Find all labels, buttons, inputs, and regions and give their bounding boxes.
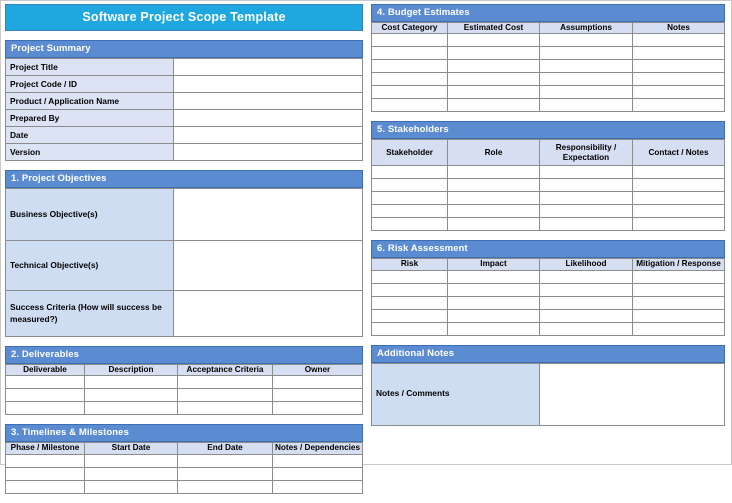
table-cell[interactable] [633,283,725,296]
section-risk-assessment [371,240,725,335]
table-cell[interactable] [633,47,725,60]
table-row [372,283,725,296]
column-header: Phase / Milestone [6,443,85,454]
table-header-row [6,443,363,454]
table-cell[interactable] [448,34,540,47]
field-label: Product / Application Name [6,93,174,110]
table-cell[interactable] [448,270,540,283]
table-row [372,86,725,99]
objective-label: Business Objective(s) [6,189,174,241]
table-cell[interactable] [448,73,540,86]
table-cell[interactable] [540,192,633,205]
table-cell[interactable] [540,309,633,322]
table-row [6,93,363,110]
table-cell[interactable] [633,179,725,192]
budget-estimates-table [371,22,725,112]
table-cell[interactable] [178,376,273,389]
column-header: Acceptance Criteria [178,365,273,376]
table-row [6,402,363,415]
table-row [6,467,363,480]
table-cell[interactable] [85,389,178,402]
table-cell[interactable] [6,480,85,493]
table-cell[interactable] [633,296,725,309]
table-cell[interactable] [448,283,540,296]
table-cell[interactable] [540,86,633,99]
table-cell[interactable] [85,467,178,480]
table-cell[interactable] [448,86,540,99]
notes-label: Notes / Comments [372,363,540,425]
objective-value[interactable] [174,291,363,337]
objective-label: Success Criteria (How will success be measured?) [6,291,174,337]
table-row [6,389,363,402]
table-cell[interactable] [372,283,448,296]
table-cell[interactable] [448,47,540,60]
table-row [372,205,725,218]
column-header: Risk [372,259,448,270]
table-cell[interactable] [633,73,725,86]
table-cell[interactable] [6,467,85,480]
column-header: Description [85,365,178,376]
table-cell[interactable] [633,218,725,231]
column-header: End Date [178,443,273,454]
section-header-stakeholders: 5. Stakeholders [371,121,725,139]
table-cell[interactable] [372,73,448,86]
table-cell[interactable] [372,309,448,322]
risk-assessment-table [371,258,725,335]
column-header: Assumptions [540,23,633,34]
table-cell[interactable] [372,322,448,335]
table-cell[interactable] [540,218,633,231]
table-cell[interactable] [540,270,633,283]
field-value[interactable] [174,93,363,110]
right-column [371,4,725,503]
table-row [6,291,363,337]
table-cell[interactable] [540,60,633,73]
section-header-budget-estimates: 4. Budget Estimates [371,4,725,22]
table-cell[interactable] [85,454,178,467]
column-header: Estimated Cost [448,23,540,34]
table-cell[interactable] [448,322,540,335]
section-header-project-objectives: 1. Project Objectives [5,170,363,188]
table-cell[interactable] [540,34,633,47]
table-cell[interactable] [178,454,273,467]
table-cell[interactable] [273,480,363,493]
objective-value[interactable] [174,241,363,291]
table-row [372,309,725,322]
table-cell[interactable] [273,467,363,480]
column-header: Impact [448,259,540,270]
section-header-timelines-milestones: 3. Timelines & Milestones [5,424,363,442]
table-cell[interactable] [6,454,85,467]
table-row [372,179,725,192]
table-row [6,127,363,144]
table-header-row [372,23,725,34]
column-header: Role [448,140,540,166]
project-objectives-table [5,188,363,337]
table-cell[interactable] [633,166,725,179]
table-row [6,76,363,93]
table-cell[interactable] [448,99,540,112]
table-row [6,376,363,389]
section-stakeholders [371,121,725,231]
table-cell[interactable] [372,192,448,205]
table-row [6,454,363,467]
table-cell[interactable] [633,99,725,112]
column-header: Notes [633,23,725,34]
section-additional-notes [371,345,725,426]
objective-label: Technical Objective(s) [6,241,174,291]
two-column-layout [1,1,731,503]
column-header: Start Date [85,443,178,454]
deliverables-table [5,364,363,415]
table-cell[interactable] [448,179,540,192]
table-cell[interactable] [633,205,725,218]
table-cell[interactable] [85,480,178,493]
table-cell[interactable] [540,283,633,296]
table-cell[interactable] [448,309,540,322]
table-cell[interactable] [372,166,448,179]
table-header-row [6,365,363,376]
table-cell[interactable] [6,376,85,389]
column-header: Owner [273,365,363,376]
table-cell[interactable] [540,296,633,309]
table-cell[interactable] [540,205,633,218]
table-cell[interactable] [273,454,363,467]
column-header: Responsibility / Expectation [540,140,633,166]
table-row [372,47,725,60]
timelines-table [5,442,363,493]
additional-notes-table [371,363,725,426]
table-cell[interactable] [372,205,448,218]
table-row [372,166,725,179]
field-label: Version [6,144,174,161]
section-project-summary [5,40,363,161]
table-cell[interactable] [633,86,725,99]
table-row [372,363,725,425]
table-row [372,322,725,335]
field-label: Project Code / ID [6,76,174,93]
table-cell[interactable] [448,166,540,179]
table-row [372,99,725,112]
page-title: Software Project Scope Template [5,4,363,31]
table-cell[interactable] [178,389,273,402]
table-cell[interactable] [540,179,633,192]
table-cell[interactable] [633,192,725,205]
table-row [372,73,725,86]
table-cell[interactable] [372,296,448,309]
table-cell[interactable] [540,73,633,86]
column-header: Likelihood [540,259,633,270]
table-cell[interactable] [540,99,633,112]
table-cell[interactable] [372,270,448,283]
table-row [6,144,363,161]
section-header-risk-assessment: 6. Risk Assessment [371,240,725,258]
table-header-row [372,140,725,166]
section-header-project-summary: Project Summary [5,40,363,58]
notes-value[interactable] [540,363,725,425]
section-header-additional-notes: Additional Notes [371,345,725,363]
objective-value[interactable] [174,189,363,241]
table-cell[interactable] [448,60,540,73]
table-row [372,60,725,73]
table-cell[interactable] [633,309,725,322]
table-cell[interactable] [633,60,725,73]
section-timelines-milestones [5,424,363,493]
table-cell[interactable] [273,376,363,389]
table-cell[interactable] [372,99,448,112]
field-value[interactable] [174,144,363,161]
table-row [372,192,725,205]
table-cell[interactable] [448,296,540,309]
table-cell[interactable] [372,60,448,73]
table-cell[interactable] [372,47,448,60]
table-row [372,34,725,47]
table-cell[interactable] [633,270,725,283]
stakeholders-table [371,139,725,231]
column-header: Contact / Notes [633,140,725,166]
table-cell[interactable] [540,47,633,60]
table-cell[interactable] [178,480,273,493]
section-deliverables [5,346,363,415]
table-cell[interactable] [6,402,85,415]
table-cell[interactable] [633,322,725,335]
column-header: Cost Category [372,23,448,34]
section-budget-estimates [371,4,725,112]
table-cell[interactable] [273,389,363,402]
field-value[interactable] [174,110,363,127]
left-column [5,4,363,503]
table-row [372,270,725,283]
field-value[interactable] [174,59,363,76]
section-project-objectives [5,170,363,337]
column-header: Mitigation / Response [633,259,725,270]
table-cell[interactable] [273,402,363,415]
table-cell[interactable] [372,179,448,192]
table-cell[interactable] [372,218,448,231]
table-cell[interactable] [448,192,540,205]
table-cell[interactable] [372,86,448,99]
table-cell[interactable] [6,389,85,402]
table-row [6,480,363,493]
table-cell[interactable] [178,467,273,480]
table-row [6,59,363,76]
project-summary-table [5,58,363,161]
table-cell[interactable] [540,322,633,335]
field-value[interactable] [174,127,363,144]
table-cell[interactable] [540,166,633,179]
table-cell[interactable] [372,34,448,47]
column-header: Notes / Dependencies [273,443,363,454]
table-cell[interactable] [85,376,178,389]
field-label: Prepared By [6,110,174,127]
field-label: Date [6,127,174,144]
column-header: Stakeholder [372,140,448,166]
table-header-row [372,259,725,270]
column-header: Deliverable [6,365,85,376]
table-cell[interactable] [85,402,178,415]
field-value[interactable] [174,76,363,93]
table-row [6,241,363,291]
table-cell[interactable] [633,34,725,47]
table-row [6,189,363,241]
section-header-deliverables: 2. Deliverables [5,346,363,364]
table-row [372,218,725,231]
field-label: Project Title [6,59,174,76]
table-row [6,110,363,127]
table-row [372,296,725,309]
table-cell[interactable] [448,218,540,231]
table-cell[interactable] [448,205,540,218]
table-cell[interactable] [178,402,273,415]
